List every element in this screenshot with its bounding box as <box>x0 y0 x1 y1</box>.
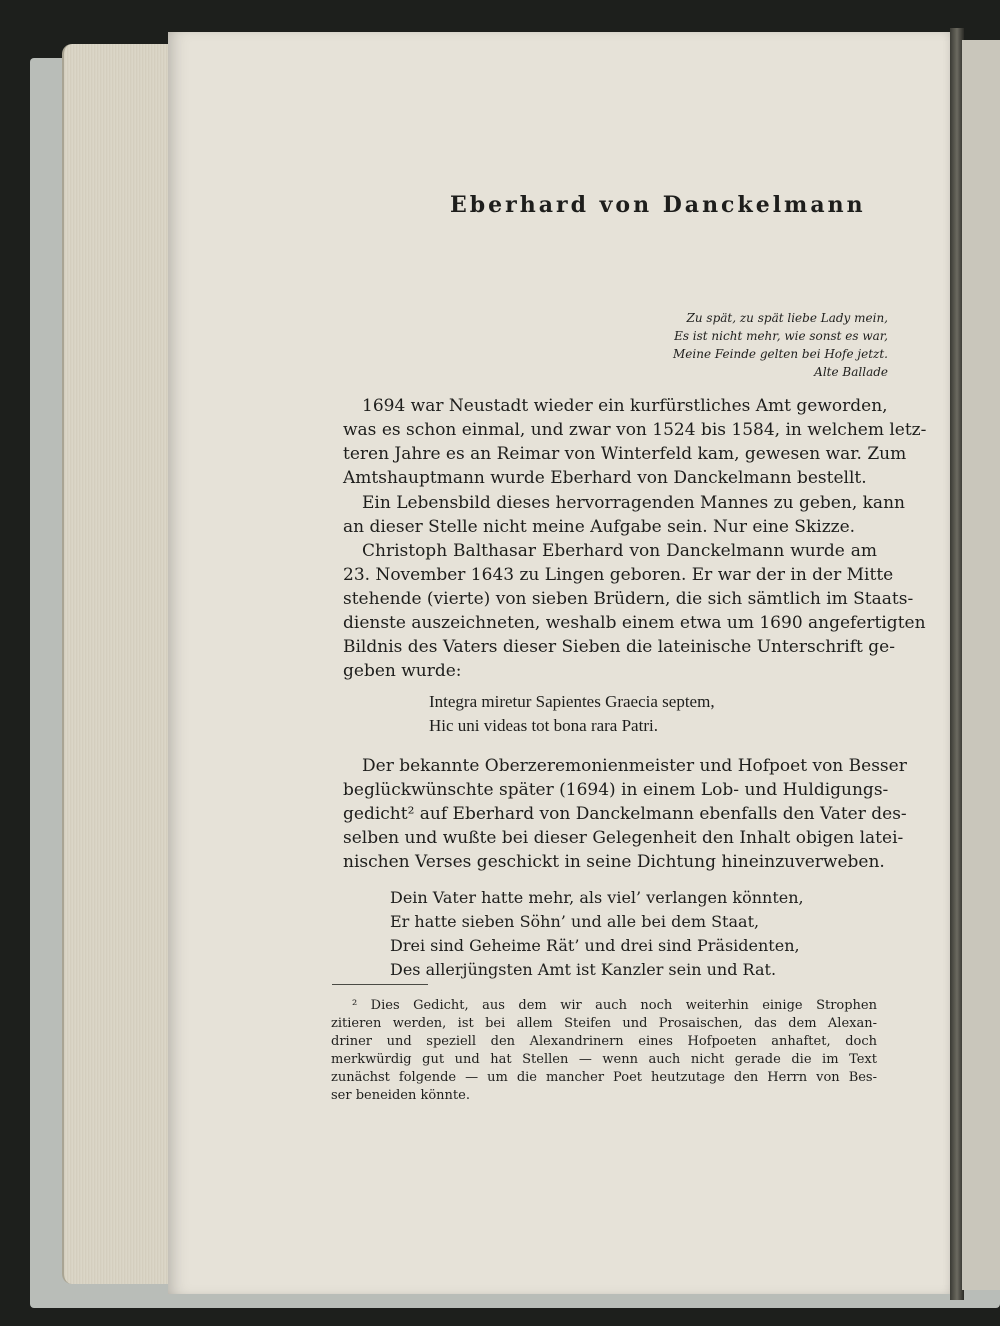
german-verse-line: Er hatte sieben Söhn’ und alle bei dem Staat, <box>390 912 760 931</box>
german-verse-line: Dein Vater hatte mehr, als viel’ verlangen könnten, <box>390 888 804 907</box>
facing-page-edge <box>962 40 1000 1290</box>
paragraph-line: selben und wußte bei dieser Gelegenheit den Inhalt obigen latei- <box>343 828 904 848</box>
german-verse-line: Drei sind Geheime Rät’ und drei sind Präsidenten, <box>390 936 800 955</box>
footnote-line: zunächst folgende — um die mancher Poet heutzutage den Herrn von Bes- <box>331 1070 877 1085</box>
paragraph-line: 1694 war Neustadt wieder ein kurfürstliches Amt geworden, <box>362 396 888 416</box>
paragraph-line: an dieser Stelle nicht meine Aufgabe sein. Nur eine Skizze. <box>343 517 856 537</box>
paragraph-line: stehende (vierte) von sieben Brüdern, die sich sämtlich im Staats- <box>343 589 914 609</box>
paragraph-line: Amtshauptmann wurde Eberhard von Danckelmann bestellt. <box>343 468 867 488</box>
footnote-line: merkwürdig gut und hat Stellen — wenn auch nicht gerade die im Text <box>331 1052 877 1067</box>
latin-verse-line: Hic uni videas tot bona rara Patri. <box>429 716 658 735</box>
paragraph-line: teren Jahre es an Reimar von Winterfeld kam, gewesen war. Zum <box>343 444 907 464</box>
footnote-rule <box>332 984 428 985</box>
paragraph-line: beglückwünschte später (1694) in einem Lob- und Huldigungs- <box>343 780 889 800</box>
paragraph-line: gedicht² auf Eberhard von Danckelmann ebenfalls den Vater des- <box>343 804 907 824</box>
paragraph-line: Der bekannte Oberzeremonienmeister und Hofpoet von Besser <box>362 756 907 776</box>
paragraph-line: Ein Lebensbild dieses hervorragenden Mannes zu geben, kann <box>362 493 905 513</box>
paragraph-line: 23. November 1643 zu Lingen geboren. Er war der in der Mitte <box>343 565 894 585</box>
paragraph-line: geben wurde: <box>343 661 462 681</box>
page-edges <box>62 44 172 1284</box>
paragraph-line: nischen Verses geschickt in seine Dichtung hineinzuverweben. <box>343 852 885 872</box>
footnote-line: ² Dies Gedicht, aus dem wir auch noch weiterhin einige Strophen <box>352 998 877 1013</box>
paragraph-line: was es schon einmal, und zwar von 1524 bis 1584, in welchem letz- <box>343 420 927 440</box>
footnote-line: zitieren werden, ist bei allem Steifen und Prosaischen, das dem Alexan- <box>331 1016 877 1031</box>
latin-verse-line: Integra miretur Sapientes Graecia septem, <box>429 692 715 711</box>
german-verse-line: Des allerjüngsten Amt ist Kanzler sein und Rat. <box>390 960 777 979</box>
footnote-line: driner und speziell den Alexandrinern eines Hofpoeten anhaftet, doch <box>331 1034 877 1049</box>
paragraph-line: Bildnis des Vaters dieser Sieben die lateinische Unterschrift ge- <box>343 637 895 657</box>
footnote-line: ser beneiden könnte. <box>331 1088 470 1103</box>
chapter-title: Eberhard von Danckelmann <box>450 192 866 218</box>
motto-line: Zu spät, zu spät liebe Lady mein, <box>686 311 888 325</box>
motto-line: Meine Feinde gelten bei Hofe jetzt. <box>673 347 888 361</box>
paragraph-line: Christoph Balthasar Eberhard von Danckelmann wurde am <box>362 541 877 561</box>
motto-source: Alte Ballade <box>814 365 888 379</box>
motto-line: Es ist nicht mehr, wie sonst es war, <box>674 329 888 343</box>
paragraph-line: dienste auszeichneten, weshalb einem etwa um 1690 angefertigten <box>343 613 926 633</box>
